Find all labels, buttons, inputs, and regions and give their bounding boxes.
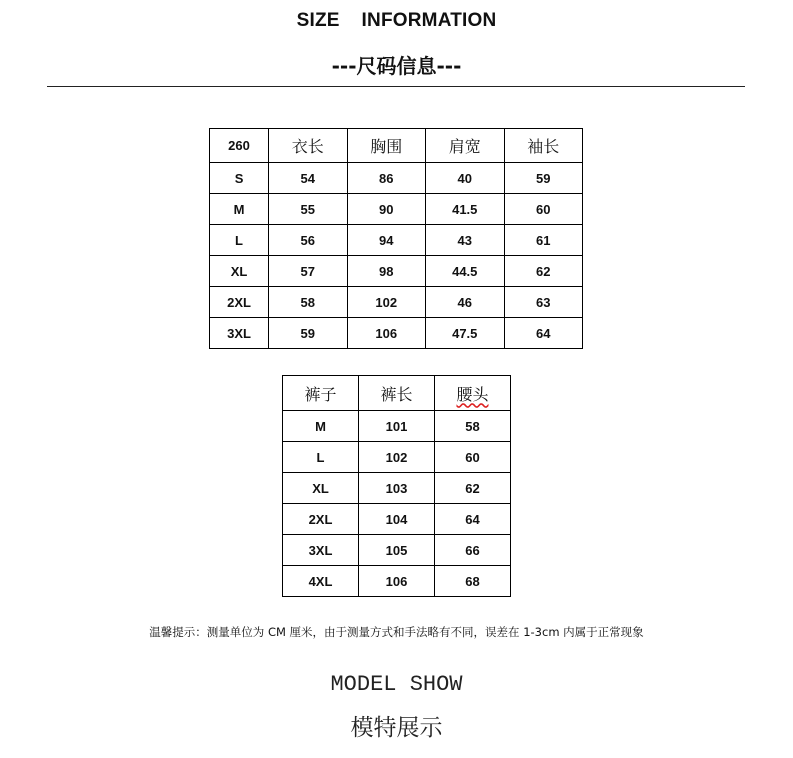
table-cell: 101 <box>359 411 435 442</box>
size-cell: XL <box>283 473 359 504</box>
measurement-note: 温馨提示：测量单位为 CM 厘米，由于测量方式和手法略有不同，误差在 1-3cm 内属于正常现象 <box>149 625 644 639</box>
table-cell: 47.5 <box>426 318 504 349</box>
size-cell: S <box>210 163 269 194</box>
table-cell: 55 <box>269 194 347 225</box>
table-row <box>210 225 583 256</box>
table-cell: 43 <box>426 225 504 256</box>
table-cell: 68 <box>435 566 511 597</box>
size-cell: M <box>210 194 269 225</box>
table-row <box>283 411 511 442</box>
table-header-row <box>210 129 583 163</box>
page-title: SIZE INFORMATION <box>296 10 497 31</box>
pants-size-table <box>282 375 511 597</box>
table-cell: 44.5 <box>426 256 504 287</box>
table-cell: 66 <box>435 535 511 566</box>
size-cell: L <box>283 442 359 473</box>
table-cell: 60 <box>435 442 511 473</box>
table-row <box>210 287 583 318</box>
header-cell-label: 腰头 <box>456 384 489 404</box>
size-cell: L <box>210 225 269 256</box>
tops-size-table <box>209 128 583 349</box>
header-cell: 衣长 <box>269 129 347 163</box>
table-cell: 86 <box>347 163 425 194</box>
table-cell: 64 <box>435 504 511 535</box>
header-cell: 260 <box>210 129 269 163</box>
table-cell: 58 <box>435 411 511 442</box>
table-cell: 104 <box>359 504 435 535</box>
table-row <box>283 504 511 535</box>
model-show-subtitle: 模特展示 <box>350 715 443 741</box>
header-cell: 袖长 <box>504 129 583 163</box>
table-cell: 46 <box>426 287 504 318</box>
table-row <box>283 566 511 597</box>
table-header-row <box>283 376 511 411</box>
table-cell: 54 <box>269 163 347 194</box>
header-cell: 肩宽 <box>426 129 504 163</box>
table-cell: 102 <box>359 442 435 473</box>
divider <box>47 86 745 87</box>
table-cell: 61 <box>504 225 583 256</box>
size-cell: M <box>283 411 359 442</box>
table-row <box>210 163 583 194</box>
table-row <box>210 318 583 349</box>
size-cell: XL <box>210 256 269 287</box>
table-cell: 62 <box>435 473 511 504</box>
size-cell: 2XL <box>283 504 359 535</box>
table-cell: 63 <box>504 287 583 318</box>
table-cell: 106 <box>359 566 435 597</box>
header-cell: 胸围 <box>347 129 425 163</box>
table-row <box>283 473 511 504</box>
table-cell: 56 <box>269 225 347 256</box>
size-cell: 3XL <box>283 535 359 566</box>
table-row <box>283 442 511 473</box>
table-cell: 58 <box>269 287 347 318</box>
size-cell: 4XL <box>283 566 359 597</box>
table-row <box>283 535 511 566</box>
table-cell: 40 <box>426 163 504 194</box>
table-cell: 41.5 <box>426 194 504 225</box>
table-cell: 64 <box>504 318 583 349</box>
table-cell: 60 <box>504 194 583 225</box>
page-subtitle: ---尺码信息--- <box>331 54 462 78</box>
table-cell: 94 <box>347 225 425 256</box>
table-cell: 102 <box>347 287 425 318</box>
table-row <box>210 194 583 225</box>
header-cell: 裤子 <box>283 376 359 411</box>
table-cell: 90 <box>347 194 425 225</box>
model-show-title: MODEL SHOW <box>330 672 463 697</box>
table-cell: 57 <box>269 256 347 287</box>
table-cell: 98 <box>347 256 425 287</box>
table-cell: 106 <box>347 318 425 349</box>
table-cell: 59 <box>269 318 347 349</box>
table-cell: 105 <box>359 535 435 566</box>
header-cell <box>435 376 511 411</box>
table-row <box>210 256 583 287</box>
size-cell: 3XL <box>210 318 269 349</box>
header-cell: 裤长 <box>359 376 435 411</box>
size-cell: 2XL <box>210 287 269 318</box>
table-cell: 103 <box>359 473 435 504</box>
table-cell: 59 <box>504 163 583 194</box>
table-cell: 62 <box>504 256 583 287</box>
